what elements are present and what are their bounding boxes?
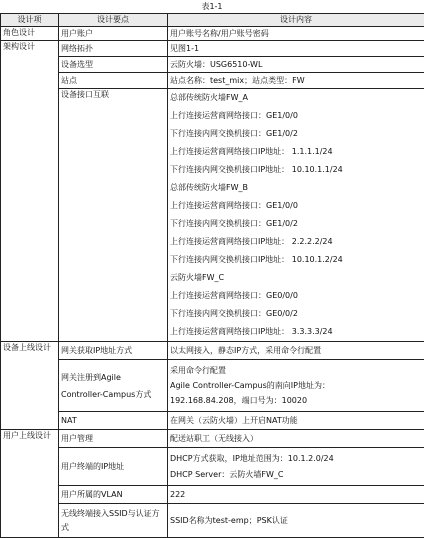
interface-line: 上行连接运营商网络接口IP地址： 1.1.1.1/24 xyxy=(170,143,422,161)
interface-line: 下行连接内网交换机接口：GE0/0/2 xyxy=(170,305,422,323)
interface-content-cell xyxy=(168,89,424,342)
table-row xyxy=(1,360,424,412)
interface-line: 上行连接运营商网络接口：GE0/0/0 xyxy=(170,287,422,305)
content-line: DHCP Server：云防火墙FW_C xyxy=(170,467,422,483)
point-cell: 用户终端的IP地址 xyxy=(59,448,168,486)
header-design-item: 设计项 xyxy=(1,14,59,27)
content-cell: 以太网接入，静态IP方式，采用命令行配置 xyxy=(168,342,424,360)
point-cell: 站点 xyxy=(59,73,168,89)
table-row xyxy=(1,41,424,57)
point-cell: 无线终端接入SSID与认证方式 xyxy=(59,504,168,538)
interface-line: 上行连接运营商网络接口IP地址： 2.2.2.2/24 xyxy=(170,233,422,251)
point-cell: 网关注册到Agile Controller-Campus方式 xyxy=(59,360,168,412)
header-design-content: 设计内容 xyxy=(168,14,424,27)
interface-line: 下行连接内网交换机接口IP地址： 10.10.1.2/24 xyxy=(170,251,422,269)
content-cell: 云防火墙：USG6510-WL xyxy=(168,57,424,73)
point-cell: 网络拓扑 xyxy=(59,41,168,57)
content-cell: SSID名称为test-emp；PSK认证 xyxy=(168,504,424,538)
content-cell: 222 xyxy=(168,486,424,504)
design-table xyxy=(0,13,424,538)
interface-line: 云防火墙FW_C xyxy=(170,269,422,287)
table-caption: 表1-1 xyxy=(0,0,424,13)
table-row xyxy=(1,448,424,486)
content-line: 采用命令行配置 xyxy=(170,363,422,378)
table-row xyxy=(1,342,424,360)
point-cell: 设备选型 xyxy=(59,57,168,73)
content-line: DHCP方式获取，IP地址范围为：10.1.2.0/24 xyxy=(170,451,422,467)
interface-line: 上行连接运营商网络接口：GE1/0/0 xyxy=(170,197,422,215)
interface-line: 下行连接内网交换机接口：GE1/0/2 xyxy=(170,125,422,143)
table-row xyxy=(1,504,424,538)
category-device-online-design: 设备上线设计 xyxy=(1,342,59,430)
content-cell xyxy=(168,448,424,486)
interface-line: 上行连接运营商网络接口：GE1/0/0 xyxy=(170,107,422,125)
interface-line: 下行连接内网交换机接口：GE1/0/2 xyxy=(170,215,422,233)
content-cell: 在网关（云防火墙）上开启NAT功能 xyxy=(168,412,424,430)
category-architecture-design: 架构设计 xyxy=(1,41,59,342)
point-cell: 网关获取IP地址方式 xyxy=(59,342,168,360)
interface-line: 总部传统防火墙FW_A xyxy=(170,89,422,107)
content-cell xyxy=(168,360,424,412)
table-header-row xyxy=(1,14,424,27)
category-role-design: 角色设计 xyxy=(1,27,59,41)
table-row xyxy=(1,486,424,504)
point-cell: 用户管理 xyxy=(59,430,168,448)
table-row xyxy=(1,89,424,342)
content-line: Agile Controller-Campus的南向IP地址为： xyxy=(170,378,422,393)
content-line: 192.168.84.208，端口号为：10020 xyxy=(170,393,422,408)
content-cell: 配送站职工（无线接入） xyxy=(168,430,424,448)
category-user-online-design: 用户上线设计 xyxy=(1,430,59,538)
table-row xyxy=(1,430,424,448)
interface-line: 下行连接内网交换机接口IP地址： 10.10.1.1/24 xyxy=(170,161,422,179)
table-row xyxy=(1,27,424,41)
table-row xyxy=(1,73,424,89)
content-cell: 见图1-1 xyxy=(168,41,424,57)
point-cell: 用户所属的VLAN xyxy=(59,486,168,504)
table-row xyxy=(1,412,424,430)
point-cell: 用户账户 xyxy=(59,27,168,41)
point-cell: 设备接口互联 xyxy=(59,89,168,342)
content-cell: 用户账号名称/用户账号密码 xyxy=(168,27,424,41)
content-cell: 站点名称：test_mix；站点类型：FW xyxy=(168,73,424,89)
interface-line: 总部传统防火墙FW_B xyxy=(170,179,422,197)
interface-line: 上行连接运营商网络接口IP地址： 3.3.3.3/24 xyxy=(170,323,422,341)
header-design-point: 设计要点 xyxy=(59,14,168,27)
table-row xyxy=(1,57,424,73)
point-cell: NAT xyxy=(59,412,168,430)
